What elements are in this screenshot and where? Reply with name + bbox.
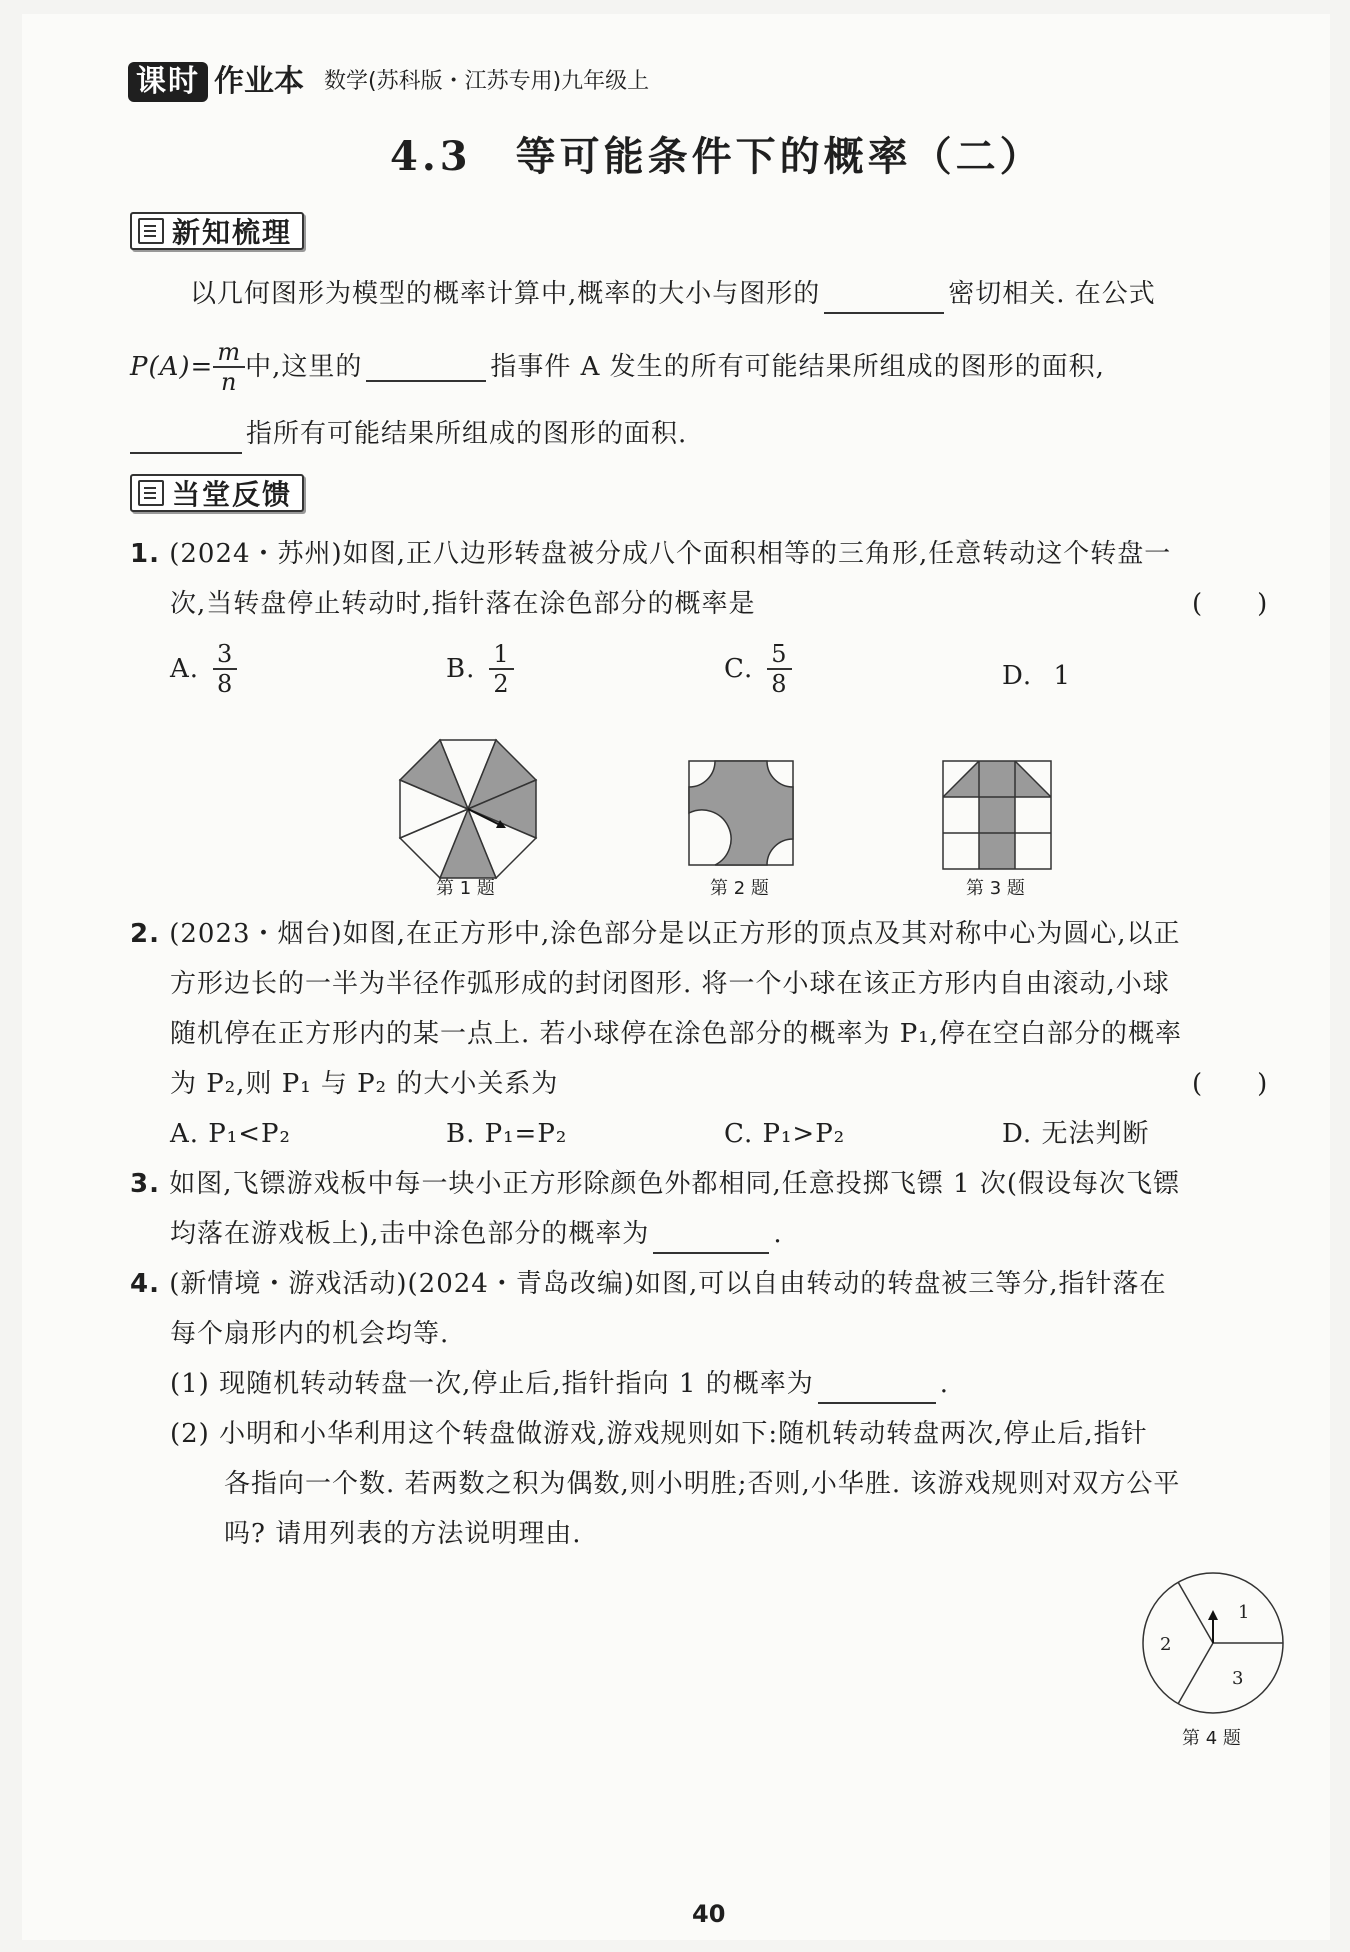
text: 均落在游戏板上),击中涂色部分的概率为 [170,1219,650,1249]
page-title: 4.3 等可能条件下的概率（二） [390,133,1044,180]
logo-text: 作业本 [214,64,304,99]
text: 指事件 A 发生的所有可能结果所组成的图形的面积, [490,352,1105,382]
question-2-line-2: 方形边长的一半为半径作弧形成的封闭图形. 将一个小球在该正方形内自由滚动,小球 [170,969,1170,999]
question-number: 4. [130,1269,160,1299]
answer-blank [824,284,944,314]
option-b: B. P₁=P₂ [446,1119,568,1149]
answer-blank [818,1374,936,1404]
question-3-line-1 [130,1164,1180,1204]
option-b [446,640,514,698]
text: 以几何图形为模型的概率计算中,概率的大小与图形的 [190,279,821,309]
question-number: 3. [130,1169,160,1199]
header [128,62,649,102]
section-label: 新知梳理 [172,216,293,249]
answer-paren: ( ) [1192,1069,1269,1099]
section-tag-new-knowledge [130,212,304,250]
text: (2023・烟台)如图,在正方形中,涂色部分是以正方形的顶点及其对称中心为圆心,以正 [169,919,1181,949]
text: 指所有可能结果所组成的图形的面积. [246,419,688,449]
option-c: C. P₁>P₂ [724,1119,846,1149]
frac-numerator: 1 [489,640,513,670]
option-letter: A. [170,654,200,684]
page-number: 40 [692,1900,726,1928]
knowledge-line-1 [190,274,1156,314]
frac-numerator: m [213,338,245,368]
frac-numerator: 5 [767,640,791,670]
frac-denominator: n [220,368,238,396]
logo-box: 课时 [128,62,208,102]
option-d [1002,656,1071,696]
text: . [773,1219,783,1249]
question-4-sub-2-line-1: (2) 小明和小华利用这个转盘做游戏,游戏规则如下:随机转动转盘两次,停止后,指针 [170,1419,1148,1449]
question-4-line-1 [130,1264,1167,1304]
option-fraction [767,640,791,698]
question-4-sub-1 [170,1364,949,1404]
answer-blank [130,424,242,454]
question-2-line-3: 随机停在正方形内的某一点上. 若小球停在涂色部分的概率为 P₁,停在空白部分的概率 [170,1019,1182,1049]
option-a [170,640,237,698]
figure-caption: 第 3 题 [966,878,1025,899]
option-letter: C. [724,654,754,684]
text: 如图,飞镖游戏板中每一块小正方形除颜色外都相同,任意投掷飞镖 1 次(假设每次飞镖 [169,1169,1180,1199]
question-2-line-1 [130,914,1180,954]
option-c [724,640,792,698]
figure-1-octagon-spinner [394,734,542,884]
question-1-line-1 [130,534,1171,574]
question-4-sub-2-line-3: 吗? 请用列表的方法说明理由. [224,1519,582,1549]
figure-caption: 第 1 题 [436,878,495,899]
frac-numerator: 3 [213,640,237,670]
knowledge-line-3 [130,414,687,454]
formula-left: P(A)= [130,352,214,382]
sector-label: 2 [1160,1634,1172,1655]
pencil-icon [138,480,164,506]
shaded-column [979,761,1015,869]
question-4-sub-2-line-2: 各指向一个数. 若两数之积为偶数,则小明胜;否则,小华胜. 该游戏规则对双方公平 [224,1469,1181,1499]
section-label: 当堂反馈 [172,478,293,511]
text: (2024・苏州)如图,正八边形转盘被分成八个面积相等的三角形,任意转动这个转盘一 [169,539,1172,569]
question-2-line-4: 为 P₂,则 P₁ 与 P₂ 的大小关系为 [170,1069,559,1099]
text: (1) 现随机转动转盘一次,停止后,指针指向 1 的概率为 [170,1369,814,1399]
figure-4-spinner [1140,1570,1286,1716]
figure-2-square-arcs [688,760,794,866]
text: 密切相关. 在公式 [948,279,1156,309]
knowledge-line-2 [130,338,1105,396]
option-a: A. P₁<P₂ [170,1119,291,1149]
figure-caption: 第 4 题 [1182,1728,1241,1749]
section-tag-feedback [130,474,304,512]
option-text: 1 [1053,661,1071,691]
text: . [939,1369,949,1399]
formula-fraction [213,338,245,396]
question-number: 2. [130,919,160,949]
option-d: D. 无法判断 [1002,1119,1150,1149]
sector-label: 3 [1232,1668,1244,1689]
frac-denominator: 8 [217,670,234,698]
answer-blank [366,352,486,382]
question-number: 1. [130,539,160,569]
figure-3-dart-board [942,760,1052,870]
book-subtitle: 数学(苏科版・江苏专用)九年级上 [324,69,650,94]
frac-denominator: 8 [771,670,788,698]
sector-label: 1 [1238,1602,1250,1623]
figure-caption: 第 2 题 [710,878,769,899]
option-letter: D. [1002,661,1033,691]
option-letter: B. [446,654,476,684]
text: (新情境・游戏活动)(2024・青岛改编)如图,可以自由转动的转盘被三等分,指针落在 [169,1269,1167,1299]
option-fraction [213,640,237,698]
answer-blank [653,1224,769,1254]
option-fraction [489,640,513,698]
text: 中,这里的 [245,352,363,382]
question-4-line-2: 每个扇形内的机会均等. [170,1319,450,1349]
frac-denominator: 2 [493,670,510,698]
question-1-line-2: 次,当转盘停止转动时,指针落在涂色部分的概率是 [170,589,756,619]
question-3-line-2 [170,1214,783,1254]
answer-paren: ( ) [1192,589,1269,619]
notebook-icon [138,218,164,244]
